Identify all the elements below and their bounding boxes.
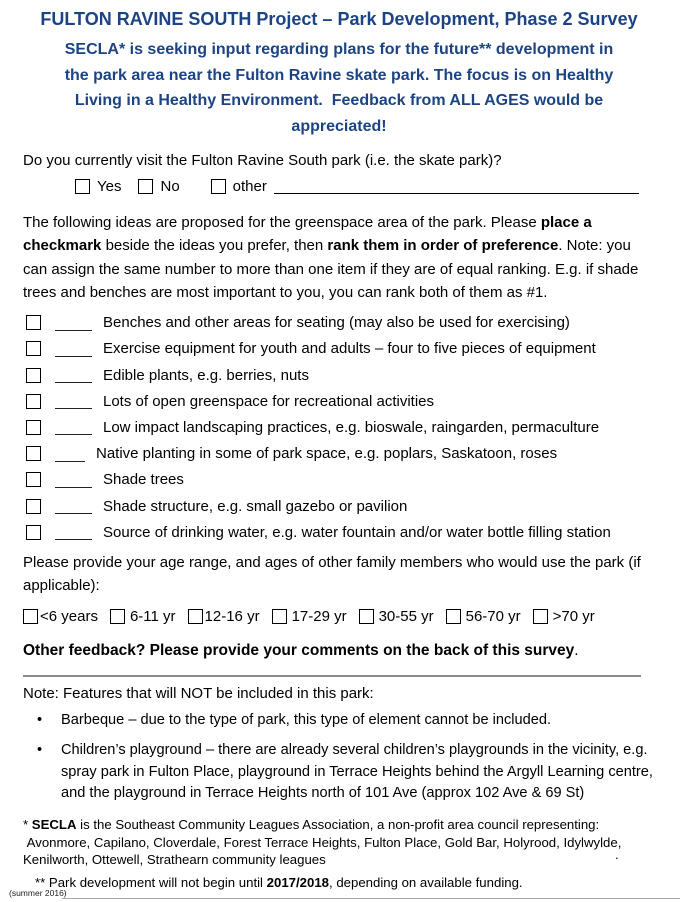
no-label: No [160, 177, 180, 195]
ranking-instructions-text: The following ideas are proposed for the greenspace area of the park. Please [23, 214, 541, 231]
no-checkbox[interactable] [138, 179, 153, 194]
age-option-over70 [533, 608, 595, 625]
excluded-features-list [23, 710, 655, 804]
bullet-barbeque-text: Barbeque – due to the type of park, this type of element cannot be included. [61, 712, 552, 729]
age-option-under6 [23, 608, 98, 625]
edible-plants-label: Edible plants, e.g. berries, nuts [103, 366, 309, 384]
shade-trees-label: Shade trees [103, 471, 184, 489]
age-6-11-checkbox[interactable] [110, 609, 125, 624]
footnote-secla-text: is the Southeast Community Leagues Association, a non-profit area council representing: [76, 817, 600, 832]
other-label: other [232, 177, 267, 195]
ranking-instructions-bold: place a checkmark [23, 214, 592, 255]
footer-date: (summer 2016) [9, 888, 67, 898]
drinking-water-checkbox[interactable] [26, 525, 41, 540]
bullet-barbeque [23, 710, 655, 732]
ranking-instructions-text: beside the ideas you prefer, then [101, 237, 328, 255]
drinking-water-rank-blank[interactable] [55, 524, 92, 540]
rank-item-open-greenspace [23, 388, 655, 414]
age-17-29-label: 17-29 yr [291, 607, 347, 625]
bullet-playground [23, 740, 655, 805]
page-bottom-rule [62, 898, 680, 899]
age-over70-label: >70 yr [552, 607, 595, 625]
age-option-30-55 [359, 608, 434, 625]
bullet-icon: • [37, 741, 43, 758]
benches-checkbox[interactable] [26, 315, 41, 330]
note-heading: Note: Features that will NOT be included in this park: [23, 685, 374, 703]
exercise-equipment-checkbox[interactable] [26, 341, 41, 356]
benches-label: Benches and other areas for seating (may also be used for exercising) [103, 314, 570, 332]
intro-paragraph [23, 37, 655, 139]
shade-structure-checkbox[interactable] [26, 499, 41, 514]
age-30-55-checkbox[interactable] [359, 609, 374, 624]
open-greenspace-label: Lots of open greenspace for recreational activities [103, 392, 435, 410]
native-planting-checkbox[interactable] [26, 446, 41, 461]
shade-trees-checkbox[interactable] [26, 472, 41, 487]
native-planting-label: Native planting in some of park space, e.g. poplars, Saskatoon, roses [96, 445, 558, 463]
shade-structure-rank-blank[interactable] [55, 498, 92, 514]
open-greenspace-rank-blank[interactable] [55, 393, 92, 409]
footnote-secla [23, 816, 655, 834]
visit-option-no [138, 178, 179, 195]
bullet-icon: • [37, 712, 43, 729]
shade-structure-label: Shade structure, e.g. small gazebo or pavilion [103, 497, 408, 515]
low-impact-landscaping-rank-blank[interactable] [55, 419, 92, 435]
yes-checkbox[interactable] [75, 179, 90, 194]
age-options-row [23, 606, 655, 626]
rank-item-shade-structure [23, 493, 655, 519]
age-6-11-label: 6-11 yr [129, 607, 176, 625]
other-feedback-line [23, 642, 655, 660]
visit-option-yes [75, 178, 121, 195]
age-under6-checkbox[interactable] [23, 609, 38, 624]
rank-item-benches [23, 310, 655, 336]
age-option-56-70 [446, 608, 521, 625]
intro-line: Living in a Healthy Environment. Feedback from ALL AGES would be [74, 92, 604, 109]
other-checkbox[interactable] [211, 179, 226, 194]
visit-option-other [211, 178, 267, 195]
rank-item-edible-plants [23, 362, 655, 388]
intro-line: appreciated! [291, 117, 387, 135]
footnote-funding-text: ** Park development will not begin until [35, 874, 267, 890]
ranking-instructions [23, 211, 655, 305]
footnote-funding-tail: , depending on available funding. [329, 874, 523, 890]
bullet-playground-text: Children’s playground – there are already several children’s playgrounds in the vicinity, e.g. spray park in Fulton Place, playground in Terrace Heights behind the Argyll Learning centre, and the playground in Terrace Heights north of 101 Ave (approx 102 Ave & 69 St) [61, 741, 653, 802]
age-56-70-label: 56-70 yr [465, 607, 521, 625]
footnote-funding [23, 874, 655, 892]
ranking-instructions-text: . Note: you can assign the same number to more than one item if they are of equal ranking. E.g. if shade trees and benches are most important to you, you can rank both of them as #1. [23, 237, 639, 302]
intro-line: the park area near the Fulton Ravine skate park. The focus is on Healthy [64, 66, 614, 84]
age-question-text: Please provide your age range, and ages of other family members who would use the park (if applicable): [23, 554, 641, 594]
other-feedback-period: . [574, 642, 579, 660]
stray-period: . [615, 847, 619, 862]
page-title: FULTON RAVINE SOUTH Project – Park Development, Phase 2 Survey [40, 9, 638, 29]
visit-options-row [75, 176, 655, 196]
exercise-equipment-rank-blank[interactable] [55, 341, 92, 357]
edible-plants-checkbox[interactable] [26, 368, 41, 383]
intro-line: SECLA* is seeking input regarding plans for the future** development in [64, 41, 614, 58]
rank-item-drinking-water [23, 519, 655, 545]
footnote-funding-bold: 2017/2018 [266, 874, 329, 890]
section-divider [23, 675, 641, 677]
rank-item-shade-trees [23, 467, 655, 493]
exercise-equipment-label: Exercise equipment for youth and adults – four to five pieces of equipment [103, 340, 596, 358]
age-over70-checkbox[interactable] [533, 609, 548, 624]
benches-rank-blank[interactable] [55, 315, 92, 331]
rank-item-low-impact-landscaping [23, 414, 655, 440]
visit-question-text: Do you currently visit the Fulton Ravine South park (i.e. the skate park)? [23, 152, 502, 169]
age-under6-label: <6 years [40, 607, 98, 625]
age-12-16-label: 12-16 yr [204, 607, 260, 625]
rank-item-native-planting [23, 441, 655, 467]
drinking-water-label: Source of drinking water, e.g. water fountain and/or water bottle filling station [103, 523, 611, 541]
age-12-16-checkbox[interactable] [188, 609, 203, 624]
low-impact-landscaping-checkbox[interactable] [26, 420, 41, 435]
rank-item-exercise-equipment [23, 336, 655, 362]
other-write-in-line[interactable] [274, 178, 639, 194]
ranking-instructions-bold: rank them in order of preference [327, 237, 559, 255]
age-option-6-11 [110, 608, 176, 625]
shade-trees-rank-blank[interactable] [55, 472, 92, 488]
footnotes [23, 816, 655, 891]
ranking-item-list [23, 310, 655, 546]
footnote-leagues: Avonmore, Capilano, Cloverdale, Forest Terrace Heights, Fulton Place, Gold Bar, Holyrood, Idylwylde, Kenilworth, Ottewell, Strathearn community leagues [23, 834, 626, 868]
footnote-secla-asterisk: * [23, 817, 32, 832]
low-impact-landscaping-label: Low impact landscaping practices, e.g. bioswale, raingarden, permaculture [103, 418, 600, 436]
age-option-12-16 [188, 608, 260, 625]
other-feedback-bold: Other feedback? Please provide your comments on the back of this survey [23, 642, 575, 660]
native-planting-rank-blank[interactable] [55, 446, 85, 462]
age-17-29-checkbox[interactable] [272, 609, 287, 624]
edible-plants-rank-blank[interactable] [55, 367, 92, 383]
age-option-17-29 [272, 608, 347, 625]
footnote-secla-bold: SECLA [31, 817, 77, 832]
open-greenspace-checkbox[interactable] [26, 394, 41, 409]
age-30-55-label: 30-55 yr [378, 607, 434, 625]
yes-label: Yes [97, 177, 122, 195]
age-56-70-checkbox[interactable] [446, 609, 461, 624]
